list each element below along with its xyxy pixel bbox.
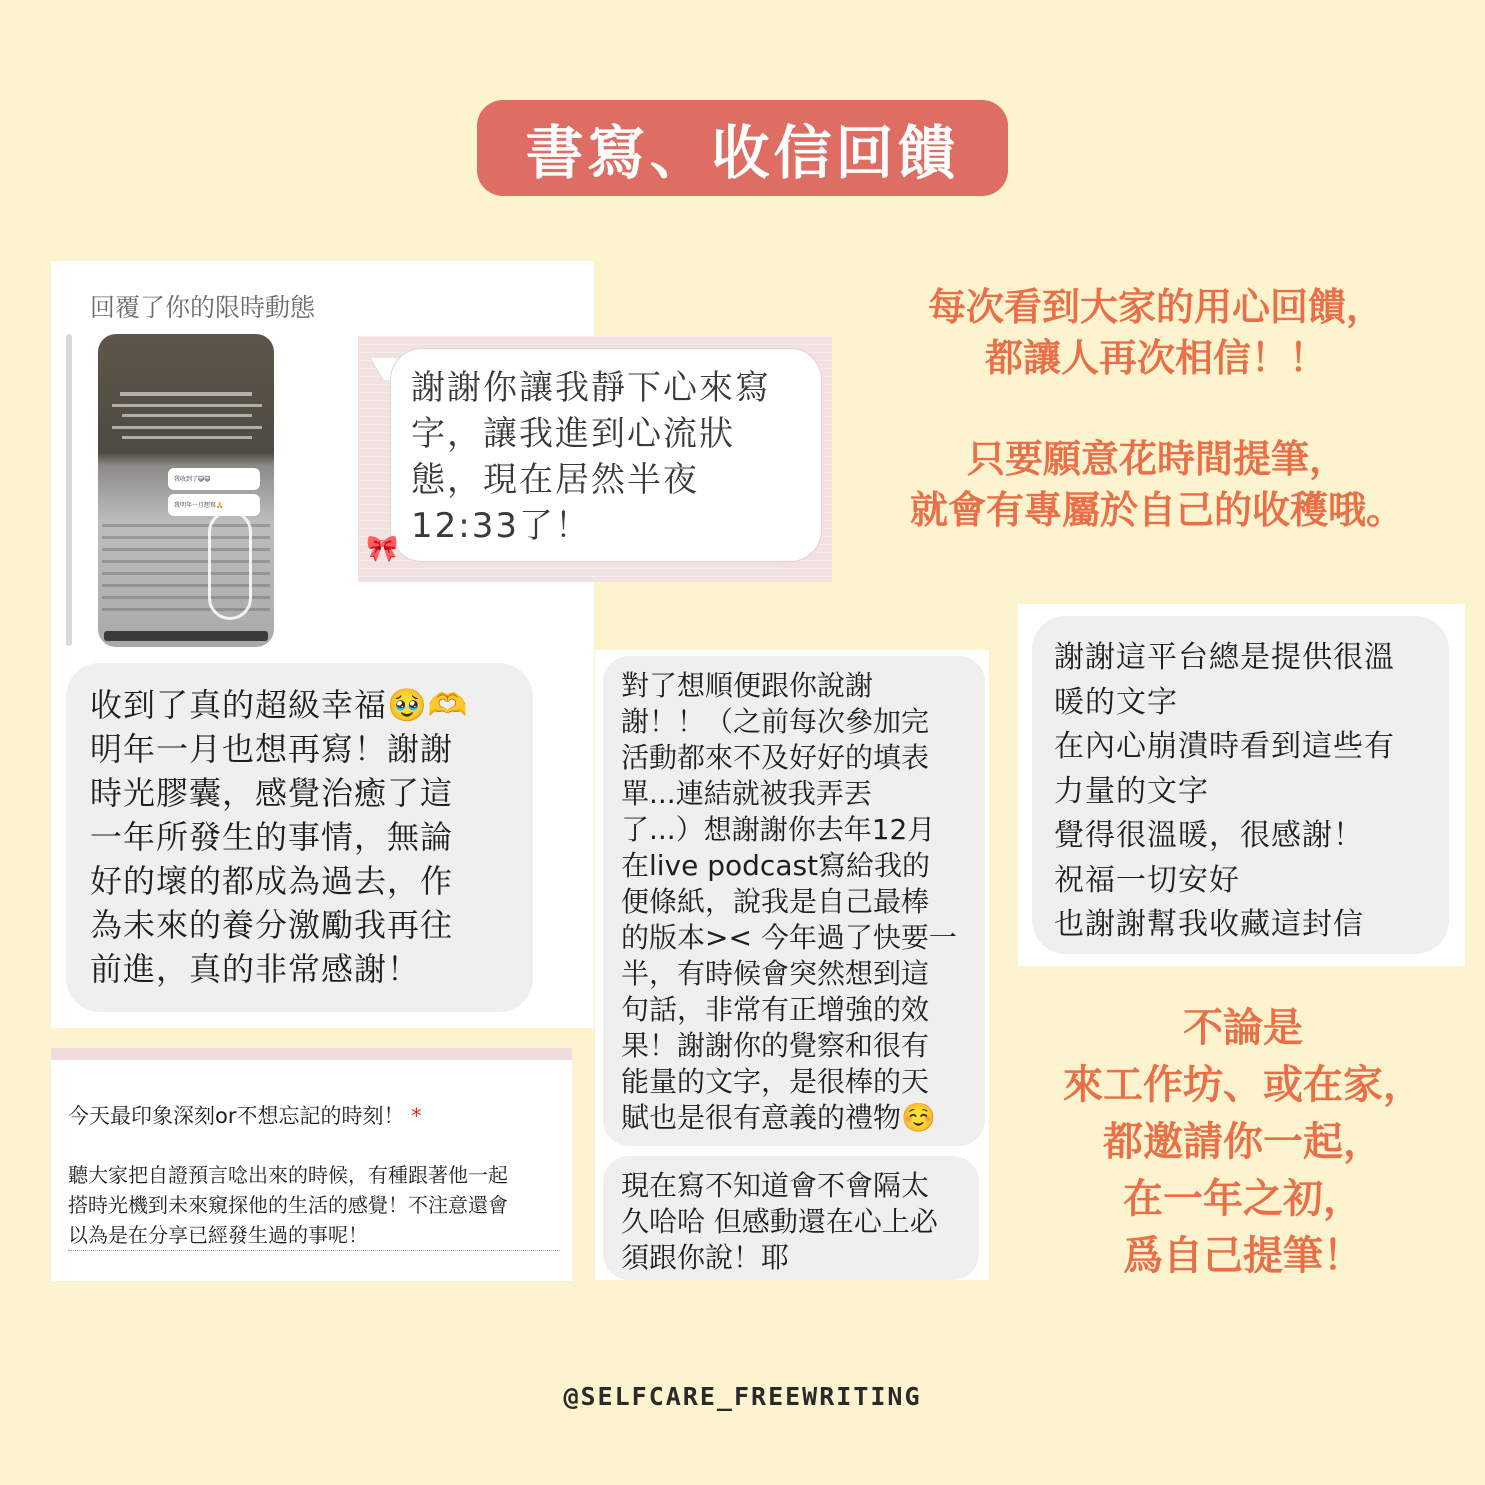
thumb-dock [104,631,268,641]
pink-note-text: 謝謝你讓我靜下心來寫 字，讓我進到心流狀 態，現在居然半夜 12:33了！ [411,368,771,546]
thumb-caption-line [120,392,252,396]
thumb-reply-chip: 我明年一月想寫🙏 [168,494,260,516]
bow-icon: 🎀 [366,534,399,564]
thumb-caption-line [112,404,262,407]
thumb-caption-line [112,426,262,429]
form-question-text: 今天最印象深刻or不想忘記的時刻！ [68,1104,405,1128]
form-answer-underline [68,1250,560,1251]
middle-chat-message-2 [603,1156,979,1280]
quote-reassurance: 每次看到大家的用心回饋， 都讓人再次相信！！ [927,285,1384,381]
account-handle: @SELFCARE_FREEWRITING [563,1382,922,1411]
thumb-caption-line [122,436,252,439]
middle-chat-text-1: 對了想順便跟你說謝 謝！！（之前每次參加完 活動都來不及好好的填表 單...連結就被我弄丟 了...）想謝謝你去年12月 在live podcast寫給我的 便條紙，說我是自己最棒 的版本>< 今年過了快要一 半，有時候會突然想到這 句話，非常有正增強的效 果！謝謝你的覺察和很有 能量的文字，是很棒的天 賦也是很有意義的禮物☺️ [621,669,957,1134]
story-reply-message [66,663,533,1012]
form-question [68,1100,422,1130]
middle-chat-message-1 [603,656,985,1146]
pink-note-bubble [390,348,822,562]
middle-chat-text-2: 現在寫不知道會不會隔太 久哈哈 但感動還在心上必 須跟你說！耶 [621,1169,938,1274]
form-answer: 聽大家把自證預言唸出來的時候，有種跟著他一起 搭時光機到未來窺探他的生活的感覺！不注意還會 以為是在分享已經發生過的事呢！ [68,1163,508,1247]
page-title: 書寫、收信回饋 [477,100,1008,196]
redaction-scribble [208,510,252,620]
story-reply-text: 收到了真的超級幸福🥹🫶 明年一月也想再寫！謝謝 時光膠囊，感覺治癒了這 一年所發生的事情，無論 好的壞的都成為過去，作 為未來的養分激勵我再往 前進，真的非常感謝！ [90,686,469,988]
right-chat-text: 謝謝這平台總是提供很溫 暖的文字 在內心崩潰時看到這些有 力量的文字 覺得很溫暖，很感謝！ 祝福一切安好 也謝謝幫我收藏這封信 [1054,640,1395,942]
quote-encouragement: 只要願意花時間提筆， 就會有專屬於自己的收穫哦。 [909,437,1404,533]
thumb-reply-chip: 我收到了😺😺 [168,468,260,490]
right-chat-message [1032,616,1449,954]
story-reply-header: 回覆了你的限時動態 [90,293,316,322]
thumb-caption-line [122,414,252,417]
form-card-top-bar [51,1048,572,1060]
invitation-text: 不論是 來工作坊、或在家， 都邀請你一起， 在一年之初， 爲自己提筆！ [1063,1005,1423,1279]
required-mark: * [411,1104,422,1128]
story-quote-bar [66,334,72,646]
